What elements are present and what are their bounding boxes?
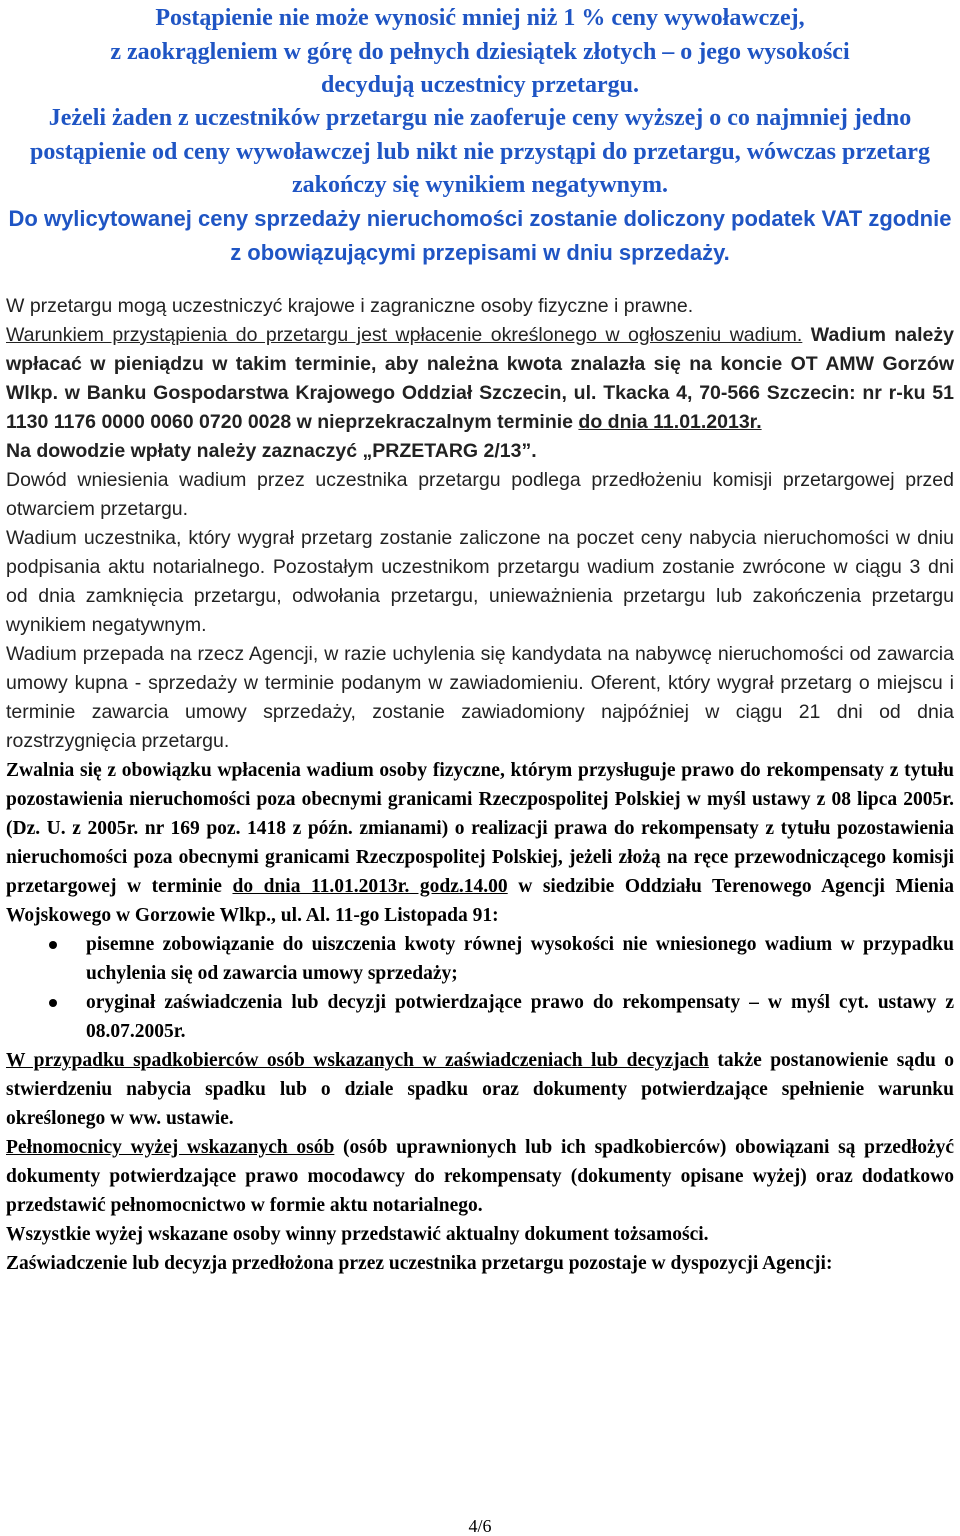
heirs-paragraph — [6, 1046, 954, 1133]
proof-paragraph: Dowód wniesienia wadium przez uczestnika przetargu podlega przedłożeniu komisji przetargowej przed otwarciem przetargu. — [6, 469, 954, 520]
proxies-paragraph — [6, 1133, 954, 1220]
exemption-location: w siedzibie Oddziału Terenowego Agencji Mienia Wojskowego w Gorzowie Wlkp., ul. Al. 11-go Listopada 91: — [6, 876, 954, 926]
header-block — [6, 2, 954, 103]
vat-paragraph: Do wylicytowanej ceny sprzedaży nieruchomości zostanie doliczony podatek VAT zgodnie z obowiązującymi przepisami w dniu sprzedaży. — [8, 206, 952, 265]
proxies-text: (osób uprawnionych lub ich spadkobierców) obowiązani są przedłożyć dokumenty potwierdzające prawo mocodawcy do rekompensaty (dokumenty opisane wyżej) oraz dodatkowo przedstawić pełnomocnictwo w formie aktu notarialnego. — [6, 1137, 955, 1216]
proxies-lead: Pełnomocnicy wyżej wskazanych osób — [6, 1137, 335, 1158]
deposit-condition: Warunkiem przystąpienia do przetargu jest wpłacenie określonego w ogłoszeniu wadium. — [6, 324, 803, 346]
heirs-text: także postanowienie sądu o stwierdzeniu nabycia spadku lub o dziale spadku oraz dokumenty potwierdzające spełnienie warunku określonego w ww. ustawie. — [6, 1050, 954, 1129]
exemption-text: Zwalnia się z obowiązku wpłacenia wadium osoby fizyczne, którym przysługuje prawo do rekompensaty z tytułu pozostawienia nieruchomości poza obecnymi granicami Rzeczpospolitej Polskiej w myśl ustawy z 08 lipca 2005r. (Dz. U. z 2005r. nr 169 poz. 1418 z późn. zmianami) o realizacji prawa do rekompensaty z tytułu pozostawienia nieruchomości poza obecnymi granicami Rzeczpospolitej Polskiej, jeżeli złożą na ręce przewodniczącego komisji przetargowej w terminie — [6, 760, 954, 897]
deposit-deadline: do dnia 11.01.2013r. — [578, 411, 762, 433]
deposit-forfeit-paragraph: Wadium przepada na rzecz Agencji, w razie uchylenia się kandydata na nabywcę nieruchomości od zawarcia umowy kupna - sprzedaży w terminie podanym w zawiadomieniu. Oferent, który wygrał przetarg o miejscu i terminie zawarcia umowy sprzedaży, zostanie zawiadomiony najpóźniej w ciągu 21 dni od dnia rozstrzygnięcia przetargu. — [6, 643, 954, 752]
certificate-paragraph: Zaświadczenie lub decyzja przedłożona przez uczestnika przetargu pozostaje w dyspozycji Agencji: — [6, 1253, 833, 1274]
list-item: oryginał zaświadczenia lub decyzji potwierdzające prawo do rekompensaty – w myśl cyt. ustawy z 08.07.2005r. — [86, 988, 954, 1046]
list-item: pisemne zobowiązanie do uiszczenia kwoty równej wysokości nie wniesionego wadium w przypadku uchylenia się od zawarcia umowy sprzedaży; — [86, 930, 954, 988]
deposit-details: Wadium należy wpłacać w pieniądzu w takim terminie, aby należna kwota znalazła się na koncie OT AMW Gorzów Wlkp. w Banku Gospodarstwa Krajowego Oddział Szczecin, ul. Tkacka 4, 70-566 Szczecin: nr r-ku 51 1130 1176 0000 0060 0720 0028 w nieprzekraczalnym terminie — [6, 324, 954, 433]
deposit-settlement-paragraph: Wadium uczestnika, który wygrał przetarg zostanie zaliczone na poczet ceny nabycia nieruchomości w dniu podpisania aktu notarialnego. Pozostałym uczestnikom przetargu wadium zostanie zwrócone w ciągu 3 dni od dnia zamknięcia przetargu, odwołania przetargu, unieważnienia przetargu lub zakończenia przetargu wynikiem negatywnym. — [6, 527, 954, 636]
negative-result-paragraph: Jeżeli żaden z uczestników przetargu nie zaoferuje ceny wyższej o co najmniej jedno postąpienie od ceny wywoławczej lub nikt nie przystąpi do przetargu, wówczas przetarg zakończy się wynikiem negatywnym. — [30, 105, 930, 198]
identity-paragraph: Wszystkie wyżej wskazane osoby winny przedstawić aktualny dokument tożsamości. — [6, 1224, 709, 1245]
deposit-paragraph — [6, 321, 954, 437]
document-body — [6, 292, 954, 1278]
transfer-title-paragraph: Na dowodzie wpłaty należy zaznaczyć „PRZETARG 2/13”. — [6, 440, 537, 462]
heirs-lead: W przypadku spadkobierców osób wskazanych w zaświadczeniach lub decyzjach — [6, 1050, 709, 1071]
header-line-2: z zaokrągleniem w górę do pełnych dziesiątek złotych – o jego wysokości — [110, 38, 850, 65]
required-documents-list — [6, 930, 954, 1046]
page-number: 4/6 — [468, 1516, 492, 1536]
exemption-paragraph — [6, 756, 954, 930]
header-line-3: decydują uczestnicy przetargu. — [321, 72, 639, 98]
exemption-deadline: do dnia 11.01.2013r. godz.14.00 — [232, 876, 508, 897]
header-line-1: Postąpienie nie może wynosić mniej niż 1 % ceny wywoławczej, — [155, 5, 805, 31]
participants-paragraph: W przetargu mogą uczestniczyć krajowe i zagraniczne osoby fizyczne i prawne. — [6, 295, 694, 317]
